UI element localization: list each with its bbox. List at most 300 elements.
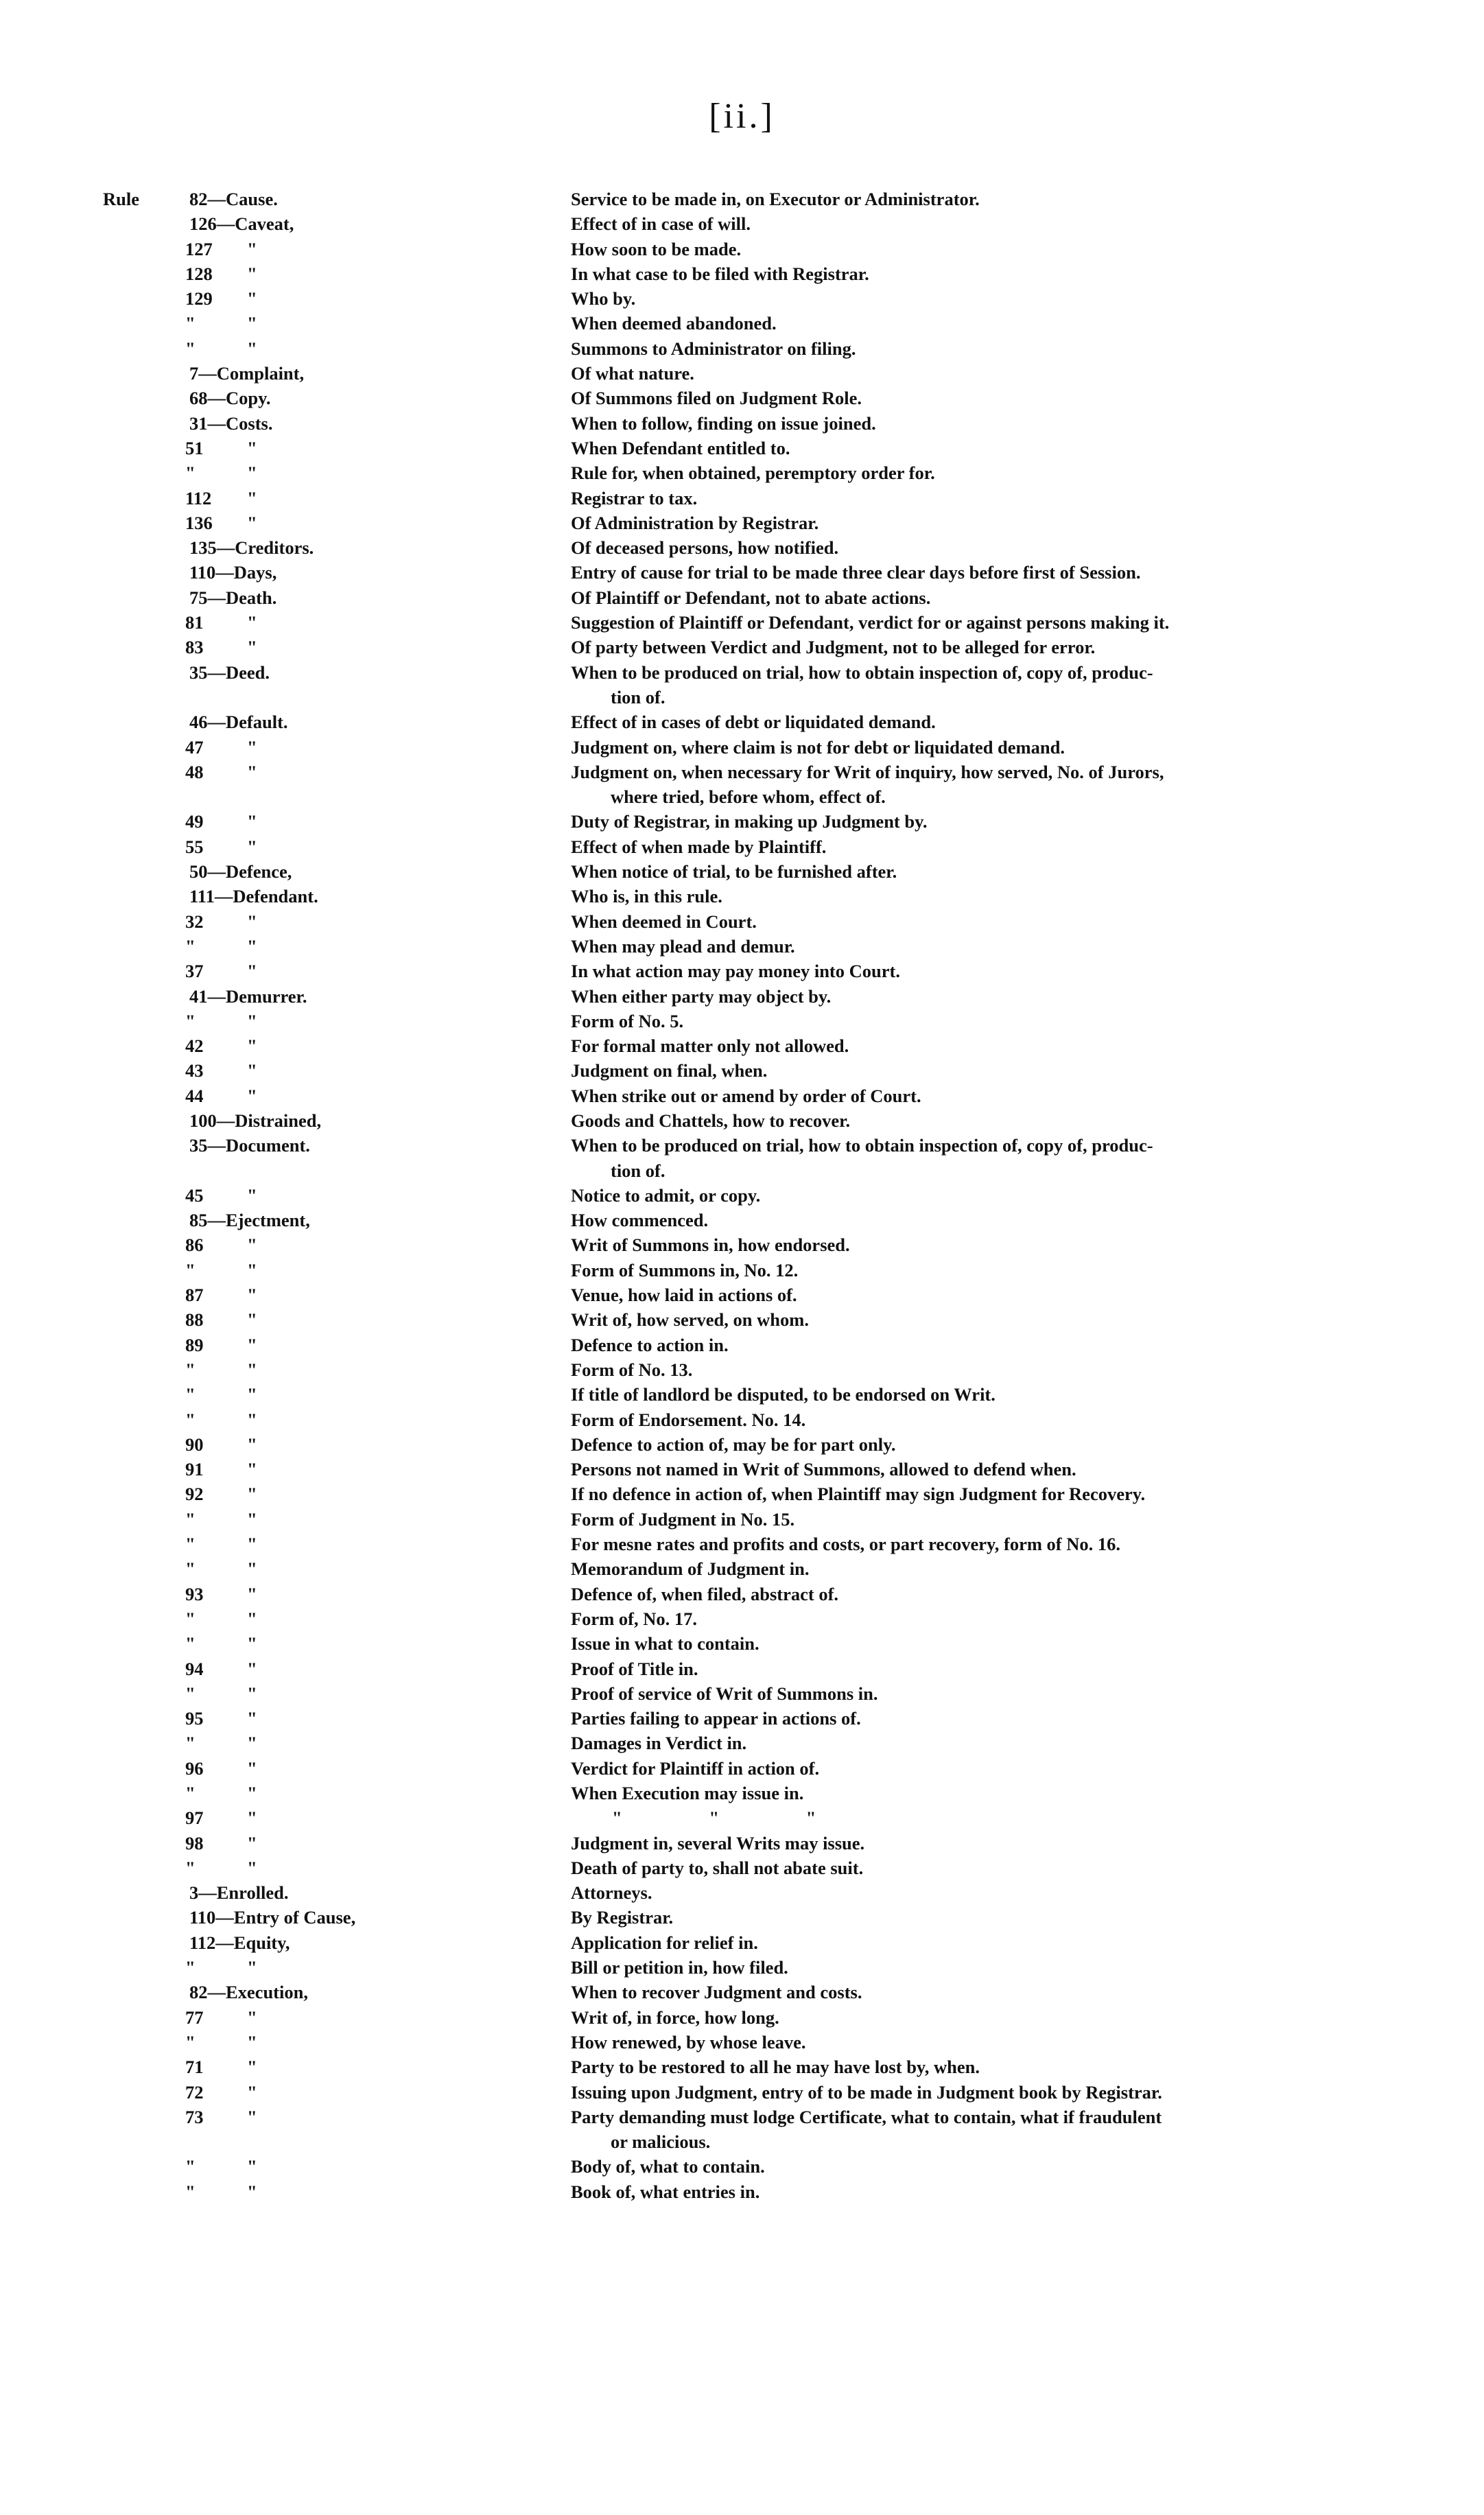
- rule-number: ": [185, 1534, 196, 1555]
- rule-subject: ": [247, 1633, 257, 1654]
- rule-description: [571, 1432, 1298, 1457]
- description-line: Rule for, when obtained, peremptory order for.: [571, 463, 935, 484]
- index-row: [103, 336, 1406, 361]
- rule-number: 91: [185, 1459, 204, 1480]
- index-row: [103, 1482, 1406, 1506]
- rule-subject: Entry of Cause,: [233, 1907, 356, 1928]
- rule-number: 55: [185, 836, 204, 857]
- index-row: [103, 1930, 1406, 1955]
- rule-reference: [103, 1582, 571, 1606]
- rule-subject: ": [247, 1184, 257, 1206]
- description-line: Of deceased persons, how notified.: [571, 537, 839, 559]
- rule-description: [571, 1507, 1298, 1532]
- rule-reference: [103, 187, 571, 211]
- rule-description: [571, 585, 1298, 610]
- index-row: [103, 710, 1406, 734]
- rule-reference: [103, 1307, 571, 1332]
- rule-description: [571, 460, 1298, 485]
- index-row: [103, 2055, 1406, 2079]
- description-line: Venue, how laid in actions of.: [571, 1285, 797, 1306]
- rule-number: 3—: [189, 1882, 217, 1904]
- rule-subject: ": [247, 288, 257, 309]
- rule-description: [571, 1706, 1298, 1731]
- rule-number: 92: [185, 1484, 204, 1505]
- rule-number: 68—: [189, 388, 226, 409]
- rule-subject: ": [247, 1832, 257, 1853]
- rules-index: [103, 187, 1406, 2204]
- rule-reference: [103, 1108, 571, 1133]
- rule-description: [571, 1382, 1298, 1407]
- index-row: [103, 1532, 1406, 1556]
- rule-subject: Days,: [233, 562, 277, 583]
- description-continuation: where tried, before whom, effect of.: [611, 786, 886, 808]
- description-line: Duty of Registrar, in making up Judgment by.: [571, 811, 928, 832]
- index-row: [103, 1133, 1406, 1183]
- rule-subject: ": [247, 463, 257, 484]
- index-row: [103, 2080, 1406, 2105]
- description-line: When to be produced on trial, how to obtain inspection of, copy of, produc-: [571, 1135, 1153, 1156]
- rule-subject: ": [247, 1608, 257, 1629]
- rule-subject: ": [247, 1434, 257, 1455]
- index-row: [103, 1407, 1406, 1432]
- rule-description: [571, 411, 1298, 436]
- description-line: Writ of Summons in, how endorsed.: [571, 1235, 850, 1256]
- rule-number: 90: [185, 1434, 204, 1455]
- index-row: [103, 1831, 1406, 1856]
- rule-reference: [103, 1183, 571, 1208]
- rule-reference: [103, 1283, 571, 1307]
- description-line: Of Summons filed on Judgment Role.: [571, 388, 862, 409]
- rule-subject: ": [247, 1558, 257, 1580]
- rule-number: 46—: [189, 712, 226, 733]
- rule-description: [571, 909, 1298, 934]
- rule-subject: ": [247, 1060, 257, 1081]
- index-row: [103, 1357, 1406, 1382]
- description-line: Parties failing to appear in actions of.: [571, 1708, 861, 1729]
- rule-description: [571, 959, 1298, 983]
- rule-number: ": [185, 1733, 196, 1754]
- description-line: Party demanding must lodge Certificate, what to contain, what if fraudulent: [571, 2106, 1162, 2127]
- rule-description: [571, 1955, 1298, 1980]
- description-line: When to be produced on trial, how to obtain inspection of, copy of, produc-: [571, 662, 1153, 683]
- rule-number: 89: [185, 1334, 204, 1355]
- description-line: When to follow, finding on issue joined.: [571, 412, 876, 434]
- description-line: For formal matter only not allowed.: [571, 1036, 849, 1057]
- rule-description: [571, 1133, 1298, 1183]
- rule-heading: [189, 1880, 289, 1905]
- index-row: [103, 2005, 1406, 2030]
- description-line: For mesne rates and profits and costs, or part recovery, form of No. 16.: [571, 1534, 1121, 1555]
- rule-heading: [189, 535, 314, 560]
- rule-number: 112: [185, 487, 212, 508]
- description-line: Effect of in case of will.: [571, 213, 751, 235]
- rule-subject: ": [247, 612, 257, 633]
- rule-reference: [103, 635, 571, 659]
- description-line: When deemed in Court.: [571, 911, 757, 932]
- rule-subject: ": [247, 1957, 257, 1978]
- rule-subject: ": [247, 1036, 257, 1057]
- rule-reference: [103, 237, 571, 261]
- index-row: [103, 635, 1406, 659]
- rule-description: [571, 237, 1298, 261]
- index-row: [103, 237, 1406, 261]
- index-row: [103, 610, 1406, 635]
- rule-subject: Execution,: [226, 1982, 308, 2003]
- description-line: Issuing upon Judgment, entry of to be made in Judgment book by Registrar.: [571, 2081, 1162, 2103]
- description-line: Death of party to, shall not abate suit.: [571, 1857, 864, 1878]
- rule-reference: [103, 2005, 571, 2030]
- rule-reference: [103, 1407, 571, 1432]
- rule-number: 75—: [189, 587, 226, 608]
- rule-reference: [103, 1084, 571, 1108]
- rule-number: 31—: [189, 412, 226, 434]
- description-line: When notice of trial, to be furnished after.: [571, 861, 897, 882]
- index-row: [103, 1980, 1406, 2004]
- description-line: Book of, what entries in.: [571, 2181, 760, 2202]
- description-line: Summons to Administrator on filing.: [571, 338, 856, 359]
- rule-heading: [189, 1905, 355, 1930]
- rule-subject: Deed.: [226, 662, 270, 683]
- index-row: [103, 984, 1406, 1009]
- rule-description: [571, 1582, 1298, 1606]
- description-line: Of Plaintiff or Defendant, not to abate actions.: [571, 587, 931, 608]
- rule-number: 35—: [189, 1135, 226, 1156]
- description-line: Form of Judgment in No. 15.: [571, 1508, 795, 1530]
- rule-subject: Enrolled.: [216, 1882, 289, 1904]
- rule-subject: ": [247, 1683, 257, 1704]
- description-continuation: tion of.: [611, 686, 666, 707]
- rule-number: 82—: [189, 189, 226, 209]
- rule-reference: [103, 460, 571, 485]
- rule-reference: [103, 436, 571, 460]
- index-row: [103, 959, 1406, 983]
- rule-description: [571, 934, 1298, 959]
- description-line: Damages in Verdict in.: [571, 1733, 747, 1754]
- rule-number: ": [185, 1384, 196, 1405]
- rule-number: 128: [185, 263, 213, 284]
- rule-reference: [103, 2179, 571, 2204]
- rule-reference: [103, 1880, 571, 1905]
- rule-number: 100—: [189, 1110, 235, 1131]
- rule-description: [571, 1407, 1298, 1432]
- rule-reference: [103, 909, 571, 934]
- rule-number: ": [185, 1857, 196, 1878]
- index-row: [103, 1706, 1406, 1731]
- rule-description: [571, 1108, 1298, 1133]
- index-row: [103, 1756, 1406, 1781]
- rule-description: [571, 1930, 1298, 1955]
- rule-description: [571, 386, 1298, 410]
- index-row: [103, 1108, 1406, 1133]
- rule-reference: [103, 1208, 571, 1232]
- rule-heading: [189, 211, 294, 236]
- rule-description: [571, 1831, 1298, 1856]
- description-line: Proof of Title in.: [571, 1658, 698, 1679]
- index-row: [103, 311, 1406, 336]
- rule-reference: [103, 1980, 571, 2004]
- rule-subject: Distrained,: [235, 1110, 322, 1131]
- description-line: Form of Summons in, No. 12.: [571, 1259, 799, 1280]
- rule-reference: [103, 934, 571, 959]
- rule-number: ": [185, 313, 196, 334]
- rule-subject: Default.: [226, 712, 288, 733]
- rule-heading: [189, 560, 276, 585]
- description-line: Judgment on, when necessary for Writ of inquiry, how served, No. of Jurors,: [571, 761, 1164, 782]
- description-line: Effect of in cases of debt or liquidated demand.: [571, 712, 936, 733]
- index-row: [103, 1631, 1406, 1656]
- rule-reference: [103, 735, 571, 760]
- rule-description: [571, 286, 1298, 311]
- rule-number: 129: [185, 288, 213, 309]
- rule-description: [571, 1183, 1298, 1208]
- description-line: Form of Endorsement. No. 14.: [571, 1409, 806, 1430]
- rule-subject: ": [247, 1384, 257, 1405]
- description-line: Of party between Verdict and Judgment, not to be alleged for error.: [571, 637, 1096, 658]
- rule-number: ": [185, 1633, 196, 1654]
- rule-number: 45: [185, 1184, 204, 1206]
- rule-number: ": [185, 1508, 196, 1530]
- rule-reference: [103, 511, 571, 535]
- description-line: In what case to be filed with Registrar.: [571, 263, 869, 284]
- index-row: [103, 1955, 1406, 1980]
- rule-number: 97: [185, 1808, 204, 1829]
- description-line: When Execution may issue in.: [571, 1783, 804, 1803]
- rule-description: [571, 1457, 1298, 1482]
- rule-description: [571, 1905, 1298, 1930]
- rule-reference: [103, 535, 571, 560]
- rule-number: 42: [185, 1036, 204, 1057]
- rule-description: [571, 1657, 1298, 1681]
- description-line: Proof of service of Writ of Summons in.: [571, 1683, 878, 1704]
- description-line: When to recover Judgment and costs.: [571, 1982, 862, 2003]
- rule-description: [571, 1731, 1298, 1755]
- index-row: [103, 1905, 1406, 1930]
- rule-reference: [103, 1731, 571, 1755]
- rule-subject: ": [247, 2106, 257, 2127]
- rule-reference: [103, 2154, 571, 2179]
- rule-number: ": [185, 2031, 196, 2052]
- rule-reference: [103, 1457, 571, 1482]
- rule-number: 93: [185, 1583, 204, 1604]
- rule-description: [571, 1681, 1298, 1706]
- description-line: Persons not named in Writ of Summons, allowed to defend when.: [571, 1459, 1076, 1480]
- rule-heading: [189, 386, 271, 410]
- rule-reference: [103, 1657, 571, 1681]
- description-line: Defence of, when filed, abstract of.: [571, 1583, 839, 1604]
- rule-description: [571, 486, 1298, 511]
- rule-subject: Complaint,: [216, 363, 305, 384]
- rule-number: 98: [185, 1832, 204, 1853]
- index-row: [103, 1208, 1406, 1232]
- rule-number: 136: [185, 512, 213, 533]
- rule-description: [571, 2030, 1298, 2055]
- rule-heading: [189, 361, 304, 386]
- rule-heading: [189, 1980, 308, 2004]
- rule-description: [571, 1333, 1298, 1357]
- rule-description: [571, 2154, 1298, 2179]
- index-row: [103, 1432, 1406, 1457]
- rule-reference: [103, 809, 571, 834]
- rule-reference: [103, 1631, 571, 1656]
- rule-description: [571, 1482, 1298, 1506]
- rule-reference: [103, 2080, 571, 2105]
- rule-description: [571, 535, 1298, 560]
- rule-description: [571, 1631, 1298, 1656]
- rule-number: 81: [185, 612, 204, 633]
- rule-description: [571, 1856, 1298, 1880]
- index-row: [103, 286, 1406, 311]
- rule-subject: ": [247, 1235, 257, 1256]
- rule-number: 88: [185, 1309, 204, 1331]
- rule-description: [571, 361, 1298, 386]
- description-line: How commenced.: [571, 1210, 709, 1231]
- rule-description: [571, 1307, 1298, 1332]
- description-line: Form of, No. 17.: [571, 1608, 697, 1629]
- rule-heading: [189, 585, 276, 610]
- rule-description: [571, 710, 1298, 734]
- rule-reference: [103, 1955, 571, 1980]
- description-line: Service to be made in, on Executor or Administrator.: [571, 189, 980, 209]
- rule-description: [571, 560, 1298, 585]
- rule-subject: Copy.: [226, 388, 271, 409]
- description-line: When Defendant entitled to.: [571, 437, 790, 458]
- rule-subject: ": [247, 2031, 257, 2052]
- rule-subject: ": [247, 1484, 257, 1505]
- rule-reference: [103, 1357, 571, 1382]
- rule-number: 48: [185, 761, 204, 782]
- description-line: Form of No. 13.: [571, 1359, 693, 1380]
- rule-reference: [103, 211, 571, 236]
- description-line: Of Administration by Registrar.: [571, 512, 819, 533]
- index-row: [103, 934, 1406, 959]
- description-line: Issue in what to contain.: [571, 1633, 759, 1654]
- rule-description: [571, 511, 1298, 535]
- index-row: [103, 884, 1406, 909]
- rule-description: [571, 1532, 1298, 1556]
- rule-description: [571, 610, 1298, 635]
- rule-heading: [189, 1108, 321, 1133]
- description-line: Notice to admit, or copy.: [571, 1184, 761, 1206]
- rule-subject: ": [247, 1085, 257, 1106]
- rule-subject: Caveat,: [235, 213, 294, 235]
- rule-subject: ": [247, 2007, 257, 2028]
- rule-subject: ": [247, 1010, 257, 1031]
- rule-number: ": [185, 1010, 196, 1031]
- index-row: [103, 1556, 1406, 1581]
- rule-description: [571, 1880, 1298, 1905]
- index-row: [103, 436, 1406, 460]
- rule-description: [571, 1781, 1298, 1805]
- rule-reference: [103, 1009, 571, 1033]
- index-row: [103, 1606, 1406, 1631]
- rule-subject: Death.: [226, 587, 277, 608]
- index-row: [103, 1232, 1406, 1257]
- index-row: [103, 261, 1406, 286]
- rule-subject: ": [247, 2057, 257, 2078]
- rule-number: ": [185, 463, 196, 484]
- rule-subject: Cause.: [226, 189, 278, 209]
- rule-description: [571, 1980, 1298, 2004]
- rule-number: ": [185, 1409, 196, 1430]
- rule-heading: [189, 1133, 310, 1158]
- rule-reference: [103, 1606, 571, 1631]
- index-row: [103, 909, 1406, 934]
- rule-subject: ": [247, 1808, 257, 1829]
- description-line: When deemed abandoned.: [571, 313, 777, 334]
- rule-description: [571, 2055, 1298, 2079]
- rule-reference: [103, 984, 571, 1009]
- index-row: [103, 1283, 1406, 1307]
- rule-subject: ": [247, 1783, 257, 1803]
- description-line: Of what nature.: [571, 363, 694, 384]
- rule-subject: Defendant.: [233, 886, 318, 907]
- rule-description: [571, 336, 1298, 361]
- rule-description: [571, 1009, 1298, 1033]
- rule-description: [571, 2179, 1298, 2204]
- rule-reference: [103, 1905, 571, 1930]
- description-line: Memorandum of Judgment in.: [571, 1558, 810, 1580]
- rule-reference: [103, 1681, 571, 1706]
- rule-subject: ": [247, 1534, 257, 1555]
- description-line: Body of, what to contain.: [571, 2156, 765, 2177]
- index-row: [103, 211, 1406, 236]
- index-row: [103, 1009, 1406, 1033]
- index-row: [103, 1033, 1406, 1058]
- index-row: [103, 1258, 1406, 1283]
- rule-subject: Defence,: [226, 861, 292, 882]
- rule-reference: [103, 1532, 571, 1556]
- rule-subject: ": [247, 487, 257, 508]
- rule-reference: [103, 610, 571, 635]
- description-line: Bill or petition in, how filed.: [571, 1957, 788, 1978]
- rule-description: [571, 311, 1298, 336]
- rule-number: 49: [185, 811, 204, 832]
- description-line: If title of landlord be disputed, to be endorsed on Writ.: [571, 1384, 996, 1405]
- description-line: Goods and Chattels, how to recover.: [571, 1110, 851, 1131]
- rule-number: 127: [185, 238, 213, 259]
- index-row: [103, 1681, 1406, 1706]
- rule-subject: Ejectment,: [226, 1210, 310, 1231]
- rule-reference: [103, 411, 571, 436]
- rule-number: ": [185, 1359, 196, 1380]
- rule-number: 86: [185, 1235, 204, 1256]
- rule-subject: ": [247, 2081, 257, 2103]
- index-row: [103, 1333, 1406, 1357]
- rule-number: ": [185, 338, 196, 359]
- rule-prefix: Rule: [103, 189, 139, 209]
- rule-number: ": [185, 1608, 196, 1629]
- rule-number: 110—: [189, 1907, 234, 1928]
- index-row: [103, 1731, 1406, 1755]
- description-line: Verdict for Plaintiff in action of.: [571, 1757, 820, 1779]
- description-line: Entry of cause for trial to be made three clear days before first of Session.: [571, 562, 1141, 583]
- rule-reference: [103, 261, 571, 286]
- rule-subject: ": [247, 2156, 257, 2177]
- rule-description: [571, 635, 1298, 659]
- index-row: [103, 511, 1406, 535]
- index-row: [103, 460, 1406, 485]
- rule-heading: [189, 859, 292, 884]
- rule-reference: [103, 2055, 571, 2079]
- rule-number: 94: [185, 1658, 204, 1679]
- index-row: [103, 585, 1406, 610]
- rule-description: [571, 261, 1298, 286]
- description-line: How renewed, by whose leave.: [571, 2031, 806, 2052]
- rule-heading: [189, 984, 307, 1009]
- rule-number: 126—: [189, 213, 235, 235]
- rule-subject: Document.: [226, 1135, 310, 1156]
- rule-description: [571, 2080, 1298, 2105]
